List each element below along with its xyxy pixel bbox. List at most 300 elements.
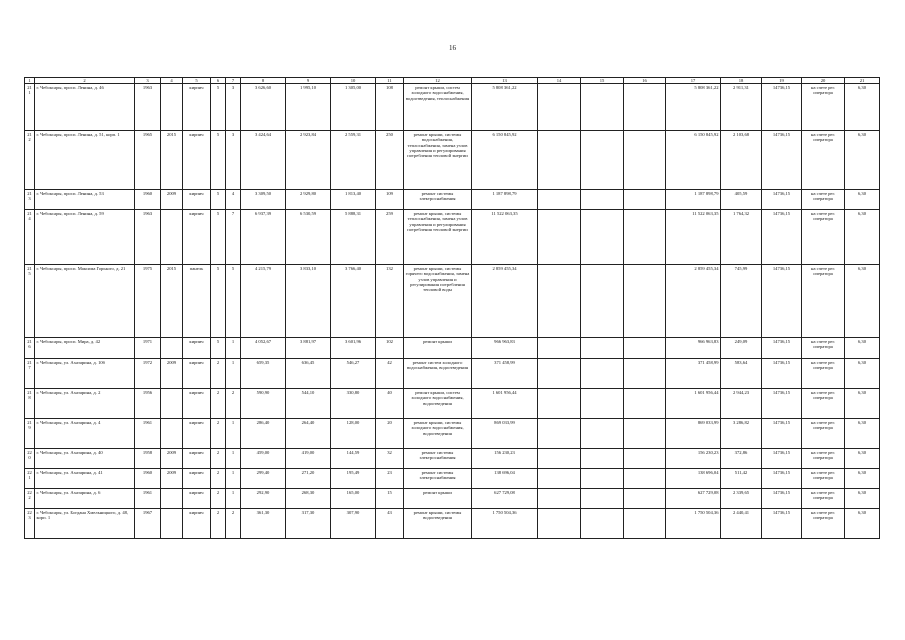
- works-cell: ремонт крыши, систем холодного водоснабжения, водоотведения: [404, 389, 472, 419]
- unit-cost-cell: 511,42: [721, 469, 762, 489]
- wall-material-cell: кирпич: [183, 338, 211, 359]
- table-row: [25, 190, 880, 210]
- contribution-cell: 6,30: [845, 338, 880, 359]
- unit-cost-cell: 2 911,31: [721, 84, 762, 131]
- contribution-cell: 6,30: [845, 359, 880, 389]
- residents-cell: 43: [376, 509, 404, 539]
- table-row: [25, 449, 880, 469]
- col16-cell: [624, 419, 666, 449]
- total-area-cell: 3 424,64: [241, 131, 286, 190]
- col14-cell: [538, 190, 581, 210]
- residents-cell: 20: [376, 419, 404, 449]
- unit-cost-cell: 2 339,65: [721, 489, 762, 509]
- column-number-18: 18: [721, 78, 762, 84]
- col14-cell: [538, 389, 581, 419]
- floors-cell: 2: [211, 489, 226, 509]
- total-cost-cell: 156 230,23: [472, 449, 538, 469]
- works-cell: ремонт крыши, системы горячего водоснабжения, замена узлов управления и регулирования потребления тепловой воды: [404, 265, 472, 338]
- unit-cost-cell: 405,59: [721, 190, 762, 210]
- residential-area-cell: 2 559,31: [331, 131, 376, 190]
- column-number-15: 15: [581, 78, 624, 84]
- total-area-cell: 286,40: [241, 419, 286, 449]
- col15-cell: [581, 84, 624, 131]
- col16-cell: [624, 389, 666, 419]
- entrances-cell: 1: [226, 469, 241, 489]
- col14-cell: [538, 131, 581, 190]
- total-area-cell: 6 937,39: [241, 210, 286, 265]
- floors-cell: 2: [211, 449, 226, 469]
- col15-cell: [581, 338, 624, 359]
- living-area-cell: 3 833,10: [286, 265, 331, 338]
- year-built-cell: 1958: [135, 449, 161, 469]
- year-renovation-cell: [161, 489, 183, 509]
- fund-method-cell: на счете рег. оператора: [802, 359, 845, 389]
- col16-cell: [624, 449, 666, 469]
- row-number: 212: [25, 131, 35, 190]
- fund-cost-cell: 1 187 898,79: [666, 190, 721, 210]
- living-area-cell: 2 923,84: [286, 131, 331, 190]
- unit-cost-cell: 745,99: [721, 265, 762, 338]
- col16-cell: [624, 190, 666, 210]
- residential-area-cell: 128,00: [331, 419, 376, 449]
- col14-cell: [538, 449, 581, 469]
- col16-cell: [624, 509, 666, 539]
- entrances-cell: 2: [226, 509, 241, 539]
- unit-cost-cell: 2 440,41: [721, 509, 762, 539]
- fund-method-cell: на счете рег. оператора: [802, 509, 845, 539]
- entrances-cell: 1: [226, 419, 241, 449]
- year-renovation-cell: 2009: [161, 190, 183, 210]
- year-renovation-cell: [161, 509, 183, 539]
- col14-cell: [538, 359, 581, 389]
- table-row: [25, 131, 880, 190]
- table-row: [25, 210, 880, 265]
- column-number-9: 9: [286, 78, 331, 84]
- address-cell: г. Чебоксары, ул. Ахазарина, д. 6: [35, 489, 135, 509]
- floors-cell: 5: [211, 210, 226, 265]
- fund-method-cell: на счете рег. оператора: [802, 338, 845, 359]
- col14-cell: [538, 469, 581, 489]
- total-area-cell: 590,90: [241, 389, 286, 419]
- fund-method-cell: на счете рег. оператора: [802, 190, 845, 210]
- column-number-7: 7: [226, 78, 241, 84]
- contribution-cell: 6,30: [845, 84, 880, 131]
- living-area-cell: 2 929,80: [286, 190, 331, 210]
- fund-method-cell: на счете рег. оператора: [802, 131, 845, 190]
- table-row: [25, 84, 880, 131]
- year-built-cell: 1967: [135, 509, 161, 539]
- total-cost-cell: 966 963,83: [472, 338, 538, 359]
- unit-cost-cell: 372,86: [721, 449, 762, 469]
- col15-cell: [581, 359, 624, 389]
- col14-cell: [538, 489, 581, 509]
- floors-cell: 2: [211, 469, 226, 489]
- contribution-cell: 6,30: [845, 489, 880, 509]
- residential-area-cell: 1 813,40: [331, 190, 376, 210]
- column-number-4: 4: [161, 78, 183, 84]
- works-cell: ремонт системы электроснабжения: [404, 449, 472, 469]
- unit-cost-cell: 249,09: [721, 338, 762, 359]
- total-area-cell: 299,40: [241, 469, 286, 489]
- column-number-13: 13: [472, 78, 538, 84]
- col15-cell: [581, 509, 624, 539]
- floors-cell: 5: [211, 265, 226, 338]
- total-area-cell: 4 215,79: [241, 265, 286, 338]
- unit-cost-cell: 583,64: [721, 359, 762, 389]
- column-number-10: 10: [331, 78, 376, 84]
- column-number-14: 14: [538, 78, 581, 84]
- entrances-cell: 1: [226, 489, 241, 509]
- col14-cell: [538, 265, 581, 338]
- address-cell: г. Чебоксары, просп. Ленина, д. 59: [35, 210, 135, 265]
- col16-cell: [624, 359, 666, 389]
- entrances-cell: 3: [226, 131, 241, 190]
- fund-cost-cell: 1 601 956,44: [666, 389, 721, 419]
- col16-cell: [624, 265, 666, 338]
- column-number-17: 17: [666, 78, 721, 84]
- total-area-cell: 4 052,67: [241, 338, 286, 359]
- year-renovation-cell: [161, 419, 183, 449]
- residents-cell: 109: [376, 190, 404, 210]
- floors-cell: 5: [211, 338, 226, 359]
- residential-area-cell: 3 766,40: [331, 265, 376, 338]
- unit-cost-cell: 2 103,68: [721, 131, 762, 190]
- column-number-5: 5: [183, 78, 211, 84]
- living-area-cell: 1 995,10: [286, 84, 331, 131]
- table-row: [25, 469, 880, 489]
- entrances-cell: 2: [226, 389, 241, 419]
- contribution-cell: 6,30: [845, 469, 880, 489]
- residential-area-cell: 5 888,31: [331, 210, 376, 265]
- wall-material-cell: кирпич: [183, 210, 211, 265]
- year-renovation-cell: 2009: [161, 449, 183, 469]
- year-built-cell: 1963: [135, 210, 161, 265]
- residents-cell: 102: [376, 338, 404, 359]
- residents-cell: 32: [376, 449, 404, 469]
- entrances-cell: 1: [226, 359, 241, 389]
- fund-cost-cell: 6 150 845,92: [666, 131, 721, 190]
- column-number-8: 8: [241, 78, 286, 84]
- total-cost-cell: 2 859 455,34: [472, 265, 538, 338]
- living-area-cell: 317,30: [286, 509, 331, 539]
- fund-method-cell: на счете рег. оператора: [802, 489, 845, 509]
- row-number: 215: [25, 265, 35, 338]
- fund-cost-cell: 156 230,23: [666, 449, 721, 469]
- col15-cell: [581, 489, 624, 509]
- living-area-cell: 544,10: [286, 389, 331, 419]
- works-cell: ремонт систем холодного водоснабжения, водоотведения: [404, 359, 472, 389]
- col16-cell: [624, 131, 666, 190]
- column-number-1: 1: [25, 78, 35, 84]
- floors-cell: 5: [211, 131, 226, 190]
- table-row: [25, 338, 880, 359]
- column-number-12: 12: [404, 78, 472, 84]
- col15-cell: [581, 419, 624, 449]
- floors-cell: 2: [211, 419, 226, 449]
- residential-area-cell: 546,27: [331, 359, 376, 389]
- unit-cost-cell: 2 944,23: [721, 389, 762, 419]
- residential-area-cell: 195,49: [331, 469, 376, 489]
- contribution-cell: 6,30: [845, 389, 880, 419]
- row-number: 219: [25, 419, 35, 449]
- limit-cost-cell: 14736,15: [762, 84, 802, 131]
- row-number: 220: [25, 449, 35, 469]
- col15-cell: [581, 469, 624, 489]
- col14-cell: [538, 210, 581, 265]
- entrances-cell: 3: [226, 84, 241, 131]
- total-area-cell: 3 309,50: [241, 190, 286, 210]
- limit-cost-cell: 14736,15: [762, 419, 802, 449]
- residents-cell: 23: [376, 469, 404, 489]
- living-area-cell: 6 530,59: [286, 210, 331, 265]
- row-number: 216: [25, 338, 35, 359]
- year-built-cell: 1960: [135, 190, 161, 210]
- total-area-cell: 459,00: [241, 449, 286, 469]
- fund-cost-cell: 138 696,04: [666, 469, 721, 489]
- total-cost-cell: 5 808 361,22: [472, 84, 538, 131]
- limit-cost-cell: 14736,15: [762, 210, 802, 265]
- living-area-cell: 636,45: [286, 359, 331, 389]
- total-cost-cell: 138 696,04: [472, 469, 538, 489]
- col15-cell: [581, 190, 624, 210]
- fund-method-cell: на счете рег. оператора: [802, 210, 845, 265]
- total-area-cell: 292,90: [241, 489, 286, 509]
- address-cell: г. Чебоксары, ул. Ахазарина, д. 10б: [35, 359, 135, 389]
- row-number: 223: [25, 509, 35, 539]
- table-row: [25, 359, 880, 389]
- contribution-cell: 6,30: [845, 449, 880, 469]
- address-cell: г. Чебоксары, просп. Максима Горького, д. 21: [35, 265, 135, 338]
- row-number: 211: [25, 84, 35, 131]
- living-area-cell: 3 881,97: [286, 338, 331, 359]
- residential-area-cell: 144,59: [331, 449, 376, 469]
- limit-cost-cell: 14736,15: [762, 389, 802, 419]
- row-number: 214: [25, 210, 35, 265]
- limit-cost-cell: 14736,15: [762, 190, 802, 210]
- col14-cell: [538, 84, 581, 131]
- row-number: 218: [25, 389, 35, 419]
- fund-method-cell: на счете рег. оператора: [802, 449, 845, 469]
- column-number-3: 3: [135, 78, 161, 84]
- works-cell: ремонт крыши, системы теплоснабжения, замена узлов управления и регулирования потребления тепловой энергии: [404, 210, 472, 265]
- column-number-2: 2: [35, 78, 135, 84]
- works-cell: ремонт крыши, систем холодного водоснабжения, водоотведения, теплоснабжения: [404, 84, 472, 131]
- works-cell: ремонт системы электроснабжения: [404, 469, 472, 489]
- total-cost-cell: 6 150 845,92: [472, 131, 538, 190]
- col16-cell: [624, 338, 666, 359]
- fund-cost-cell: 869 033,99: [666, 419, 721, 449]
- residents-cell: 42: [376, 359, 404, 389]
- address-cell: г. Чебоксары, ул. Ахазарина, д. 41: [35, 469, 135, 489]
- unit-cost-cell: 1 764,32: [721, 210, 762, 265]
- limit-cost-cell: 14736,15: [762, 265, 802, 338]
- contribution-cell: 6,30: [845, 509, 880, 539]
- year-built-cell: 1975: [135, 265, 161, 338]
- year-built-cell: 1960: [135, 469, 161, 489]
- column-number-6: 6: [211, 78, 226, 84]
- year-built-cell: 1972: [135, 359, 161, 389]
- contribution-cell: 6,30: [845, 419, 880, 449]
- fund-method-cell: на счете рег. оператора: [802, 389, 845, 419]
- fund-cost-cell: 966 963,83: [666, 338, 721, 359]
- total-area-cell: 3 626,60: [241, 84, 286, 131]
- contribution-cell: 6,30: [845, 190, 880, 210]
- residents-cell: 15: [376, 489, 404, 509]
- col14-cell: [538, 419, 581, 449]
- total-cost-cell: 627 729,08: [472, 489, 538, 509]
- table-body: [25, 84, 880, 539]
- page-number: 16: [449, 44, 456, 52]
- wall-material-cell: панель: [183, 265, 211, 338]
- works-cell: ремонт крыши, системы водоотведения: [404, 509, 472, 539]
- year-built-cell: 1961: [135, 489, 161, 509]
- residents-cell: 250: [376, 131, 404, 190]
- total-area-cell: 659,35: [241, 359, 286, 389]
- table-row: [25, 489, 880, 509]
- entrances-cell: 1: [226, 338, 241, 359]
- floors-cell: 5: [211, 190, 226, 210]
- row-number: 213: [25, 190, 35, 210]
- year-renovation-cell: [161, 84, 183, 131]
- living-area-cell: 419,00: [286, 449, 331, 469]
- wall-material-cell: кирпич: [183, 131, 211, 190]
- address-cell: г. Чебоксары, просп. Ленина, д. 53: [35, 190, 135, 210]
- wall-material-cell: кирпич: [183, 190, 211, 210]
- wall-material-cell: кирпич: [183, 419, 211, 449]
- residents-cell: 108: [376, 84, 404, 131]
- contribution-cell: 6,30: [845, 265, 880, 338]
- column-number-20: 20: [802, 78, 845, 84]
- table-row: [25, 419, 880, 449]
- entrances-cell: 4: [226, 190, 241, 210]
- contribution-cell: 6,30: [845, 210, 880, 265]
- floors-cell: 2: [211, 509, 226, 539]
- limit-cost-cell: 14736,15: [762, 449, 802, 469]
- year-renovation-cell: [161, 389, 183, 419]
- limit-cost-cell: 14736,15: [762, 509, 802, 539]
- fund-cost-cell: 5 808 361,22: [666, 84, 721, 131]
- residential-area-cell: 330,80: [331, 389, 376, 419]
- total-area-cell: 361,30: [241, 509, 286, 539]
- fund-cost-cell: 371 458,99: [666, 359, 721, 389]
- fund-cost-cell: 1 750 504,36: [666, 509, 721, 539]
- wall-material-cell: кирпич: [183, 469, 211, 489]
- fund-method-cell: на счете рег. оператора: [802, 265, 845, 338]
- table-row: [25, 509, 880, 539]
- row-number: 221: [25, 469, 35, 489]
- housing-table: [24, 77, 880, 539]
- limit-cost-cell: 14736,15: [762, 131, 802, 190]
- col16-cell: [624, 210, 666, 265]
- floors-cell: 2: [211, 359, 226, 389]
- col16-cell: [624, 84, 666, 131]
- year-built-cell: 1963: [135, 84, 161, 131]
- floors-cell: 5: [211, 84, 226, 131]
- col15-cell: [581, 210, 624, 265]
- col16-cell: [624, 469, 666, 489]
- col14-cell: [538, 338, 581, 359]
- column-number-19: 19: [762, 78, 802, 84]
- residential-area-cell: 307,90: [331, 509, 376, 539]
- address-cell: г. Чебоксары, ул. Ахазарина, д. 4: [35, 419, 135, 449]
- floors-cell: 2: [211, 389, 226, 419]
- living-area-cell: 271,20: [286, 469, 331, 489]
- year-built-cell: 1971: [135, 338, 161, 359]
- year-renovation-cell: 2015: [161, 265, 183, 338]
- column-number-21: 21: [845, 78, 880, 84]
- fund-cost-cell: 627 729,08: [666, 489, 721, 509]
- wall-material-cell: кирпич: [183, 359, 211, 389]
- col15-cell: [581, 265, 624, 338]
- table-row: [25, 389, 880, 419]
- works-cell: ремонт системы электроснабжения: [404, 190, 472, 210]
- year-renovation-cell: [161, 338, 183, 359]
- residential-area-cell: 1 305,00: [331, 84, 376, 131]
- wall-material-cell: кирпич: [183, 509, 211, 539]
- fund-method-cell: на счете рег. оператора: [802, 84, 845, 131]
- total-cost-cell: 11 522 063,35: [472, 210, 538, 265]
- address-cell: г. Чебоксары, просп. Ленина, д. 46: [35, 84, 135, 131]
- year-renovation-cell: 2009: [161, 469, 183, 489]
- wall-material-cell: кирпич: [183, 389, 211, 419]
- residents-cell: 40: [376, 389, 404, 419]
- limit-cost-cell: 14736,15: [762, 489, 802, 509]
- contribution-cell: 6,30: [845, 131, 880, 190]
- limit-cost-cell: 14736,15: [762, 359, 802, 389]
- year-renovation-cell: [161, 210, 183, 265]
- living-area-cell: 264,40: [286, 419, 331, 449]
- address-cell: г. Чебоксары, ул. Ахазарина, д. 2: [35, 389, 135, 419]
- year-built-cell: 1965: [135, 131, 161, 190]
- residential-area-cell: 3 601,96: [331, 338, 376, 359]
- row-number: 222: [25, 489, 35, 509]
- residents-cell: 132: [376, 265, 404, 338]
- works-cell: ремонт крыши, системы холодного водоснабжения, водоотведения: [404, 419, 472, 449]
- year-built-cell: 1961: [135, 419, 161, 449]
- total-cost-cell: 1 187 898,79: [472, 190, 538, 210]
- row-number: 217: [25, 359, 35, 389]
- limit-cost-cell: 14736,15: [762, 469, 802, 489]
- works-cell: ремонт крыши, системы водоснабжения, теплоснабжения, замена узлов управления и регулирования потребления тепловой энергии: [404, 131, 472, 190]
- address-cell: г. Чебоксары, ул. Ахазарина, д. 40: [35, 449, 135, 469]
- living-area-cell: 268,30: [286, 489, 331, 509]
- col15-cell: [581, 449, 624, 469]
- total-cost-cell: 371 458,99: [472, 359, 538, 389]
- wall-material-cell: кирпич: [183, 449, 211, 469]
- entrances-cell: 7: [226, 210, 241, 265]
- fund-method-cell: на счете рег. оператора: [802, 419, 845, 449]
- works-cell: ремонт крыши: [404, 489, 472, 509]
- col16-cell: [624, 489, 666, 509]
- table-row: [25, 265, 880, 338]
- unit-cost-cell: 3 286,82: [721, 419, 762, 449]
- wall-material-cell: кирпич: [183, 489, 211, 509]
- fund-cost-cell: 2 859 455,34: [666, 265, 721, 338]
- col15-cell: [581, 389, 624, 419]
- address-cell: г. Чебоксары, ул. Богдана Хмельницкого, д. 48, корп. 1: [35, 509, 135, 539]
- fund-cost-cell: 11 522 063,35: [666, 210, 721, 265]
- col15-cell: [581, 131, 624, 190]
- total-cost-cell: 1 750 504,36: [472, 509, 538, 539]
- address-cell: г. Чебоксары, просп. Мира, д. 42: [35, 338, 135, 359]
- total-cost-cell: 869 033,99: [472, 419, 538, 449]
- works-cell: ремонт крыши: [404, 338, 472, 359]
- limit-cost-cell: 14736,15: [762, 338, 802, 359]
- col14-cell: [538, 509, 581, 539]
- wall-material-cell: кирпич: [183, 84, 211, 131]
- residents-cell: 259: [376, 210, 404, 265]
- residential-area-cell: 165,00: [331, 489, 376, 509]
